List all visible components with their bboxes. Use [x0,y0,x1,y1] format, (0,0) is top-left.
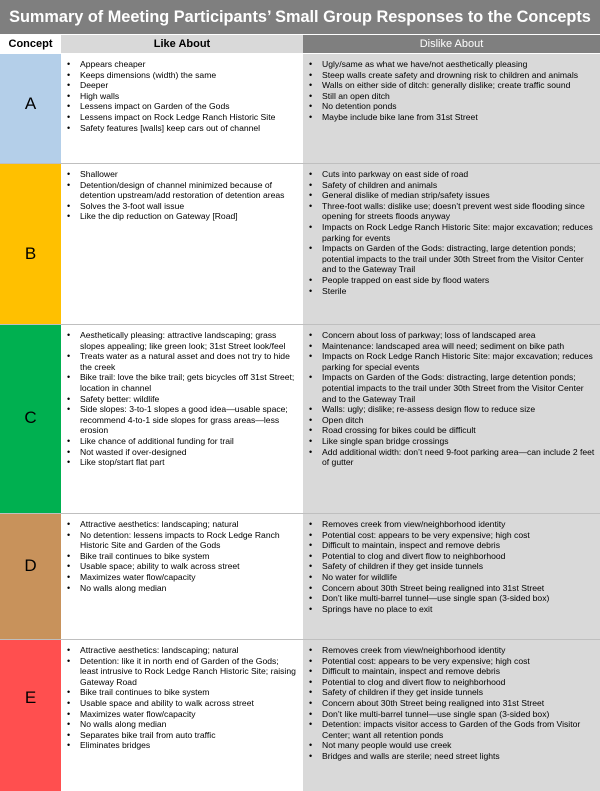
dislike-item: • Removes creek from view/neighborhood identity [303,645,598,656]
like-item: • Keeps dimensions (width) the same [61,70,299,81]
dislike-item: • Not many people would use creek [303,740,598,751]
dislike-item: • Potential to clog and divert flow to neighborhood [303,551,598,562]
like-item: • Detention: like it in north end of Garden of the Gods; least intrusive to Rock Ledge Ranch Historic Site; raising Gateway Road [61,656,299,688]
concept-row-a [0,54,600,163]
like-item: • Like stop/start flat part [61,457,299,468]
dislike-item: • Steep walls create safety and drowning risk to children and animals [303,70,598,81]
dislike-item: • Springs have no place to exit [303,604,598,615]
dislike-cell [303,54,600,163]
dislike-item: • Potential to clog and divert flow to neighborhood [303,677,598,688]
dislike-item: • Safety of children if they get inside tunnels [303,687,598,698]
like-item: • Maximizes water flow/capacity [61,572,299,583]
like-item: • Not wasted if over-designed [61,447,299,458]
like-item: • Bike trail continues to bike system [61,551,299,562]
dislike-item: • Three-foot walls: dislike use; doesn’t prevent west side flooding since opening for streets floods anyway [303,201,598,222]
like-item: • Detention/design of channel minimized because of detention upstream/add restoration of detention areas [61,180,299,201]
like-item: • Eliminates bridges [61,740,299,751]
like-item: • Lessens impact on Rock Ledge Ranch Historic Site [61,112,299,123]
dislike-item: • Potential cost: appears to be very expensive; high cost [303,530,598,541]
dislike-item: • Still an open ditch [303,91,598,102]
dislike-item: • Potential cost: appears to be very expensive; high cost [303,656,598,667]
dislike-item: • Cuts into parkway on east side of road [303,169,598,180]
dislike-item: • General dislike of median strip/safety issues [303,190,598,201]
dislike-item: • Impacts on Garden of the Gods: distracting, large detention ponds; potential impacts to the trail under 30th Street from the Visitor Center and to the Gateway Trail [303,243,598,275]
like-cell [61,640,303,791]
concept-letter: E [24,688,37,707]
like-item: • Side slopes: 3-to-1 slopes a good idea—usable space; recommend 4-to-1 side slopes for grass areas—less erosion [61,404,299,436]
dislike-item: • Walls on either side of ditch: generally dislike; create traffic sound [303,80,598,91]
dislike-item: • No water for wildlife [303,572,598,583]
like-item: • Solves the 3-foot wall issue [61,201,299,212]
dislike-item: • Concern about 30th Street being realigned into 31st Street [303,698,598,709]
concept-letter: B [24,244,37,263]
like-item: • Deeper [61,80,299,91]
dislike-item: • No detention ponds [303,101,598,112]
like-item: • Usable space; ability to walk across street [61,561,299,572]
like-item: • Attractive aesthetics: landscaping; natural [61,519,299,530]
dislike-cell [303,164,600,324]
like-item: • Bike trail: love the bike trail; gets bicycles off 31st Street; location in channel [61,372,299,393]
dislike-item: • Difficult to maintain, inspect and remove debris [303,666,598,677]
dislike-item: • Maybe include bike lane from 31st Street [303,112,598,123]
dislike-item: • Road crossing for bikes could be difficult [303,425,598,436]
like-cell [61,54,303,163]
dislike-item: • Sterile [303,286,598,297]
dislike-item: • Impacts on Rock Ledge Ranch Historic Site: major excavation; reduces parking for events [303,222,598,243]
dislike-cell [303,514,600,639]
like-item: • Like the dip reduction on Gateway [Road] [61,211,299,222]
page-title: Summary of Meeting Participants’ Small Group Responses to the Concepts [0,0,600,34]
like-item: • Safety features [walls] keep cars out of channel [61,123,299,134]
dislike-item: • Detention: impacts visitor access to Garden of the Gods from Visitor Center; want all retention ponds [303,719,598,740]
concept-letter: C [24,408,37,427]
like-item: • Aesthetically pleasing: attractive landscaping; grass slopes appealing; like green look; 31st Street look/feel [61,330,299,351]
dislike-item: • Ugly/same as what we have/not aesthetically pleasing [303,59,598,70]
concept-row-c [0,325,600,513]
like-item: • Like chance of additional funding for trail [61,436,299,447]
concept-row-d [0,514,600,639]
like-item: • No walls along median [61,719,299,730]
dislike-item: • Don’t like multi-barrel tunnel—use single span (3-sided box) [303,709,598,720]
concept-row-e [0,640,600,791]
dislike-item: • Safety of children and animals [303,180,598,191]
dislike-item: • Difficult to maintain, inspect and remove debris [303,540,598,551]
header-concept: Concept [0,35,61,53]
like-cell [61,514,303,639]
like-item: • Attractive aesthetics: landscaping; natural [61,645,299,656]
concept-letter: A [24,94,37,113]
dislike-item: • Impacts on Rock Ledge Ranch Historic Site: major excavation; reduces parking for special events [303,351,598,372]
concept-color-band [0,514,61,639]
like-item: • Lessens impact on Garden of the Gods [61,101,299,112]
like-item: • No walls along median [61,583,299,594]
concept-row-b [0,164,600,324]
like-item: • Treats water as a natural asset and does not try to hide the creek [61,351,299,372]
header-dislike-about: Dislike About [303,35,600,53]
dislike-item: • Maintenance: landscaped area will need; sediment on bike path [303,341,598,352]
dislike-item: • Don’t like multi-barrel tunnel—use single span (3-sided box) [303,593,598,604]
like-cell [61,164,303,324]
like-item: • Safety better: wildlife [61,394,299,405]
dislike-item: • Bridges and walls are sterile; need street lights [303,751,598,762]
like-item: • Maximizes water flow/capacity [61,709,299,720]
like-item: • Appears cheaper [61,59,299,70]
dislike-item: • Impacts on Garden of the Gods: distracting, large detention ponds; potential impacts to the trail under 30th Street from the Visitor Center and to the Gateway Trail [303,372,598,404]
dislike-item: • Open ditch [303,415,598,426]
dislike-item: • Like single span bridge crossings [303,436,598,447]
dislike-item: • People trapped on east side by flood waters [303,275,598,286]
dislike-item: • Add additional width: don’t need 9-foot parking area—can include 2 feet of gutter [303,447,598,468]
like-item: • High walls [61,91,299,102]
dislike-item: • Safety of children if they get inside tunnels [303,561,598,572]
like-item: • No detention: lessens impacts to Rock Ledge Ranch Historic Site and Garden of the Gods [61,530,299,551]
dislike-item: • Concern about 30th Street being realigned into 31st Street [303,583,598,594]
dislike-item: • Walls: ugly; dislike; re-assess design flow to reduce size [303,404,598,415]
concept-letter: D [24,556,37,575]
like-item: • Shallower [61,169,299,180]
concept-color-band [0,640,61,791]
like-item: • Separates bike trail from auto traffic [61,730,299,741]
like-cell [61,325,303,513]
like-item: • Usable space and ability to walk across street [61,698,299,709]
dislike-cell [303,640,600,791]
like-item: • Bike trail continues to bike system [61,687,299,698]
dislike-item: • Concern about loss of parkway; loss of landscaped area [303,330,598,341]
header-like-about: Like About [61,35,303,53]
dislike-cell [303,325,600,513]
dislike-item: • Removes creek from view/neighborhood identity [303,519,598,530]
